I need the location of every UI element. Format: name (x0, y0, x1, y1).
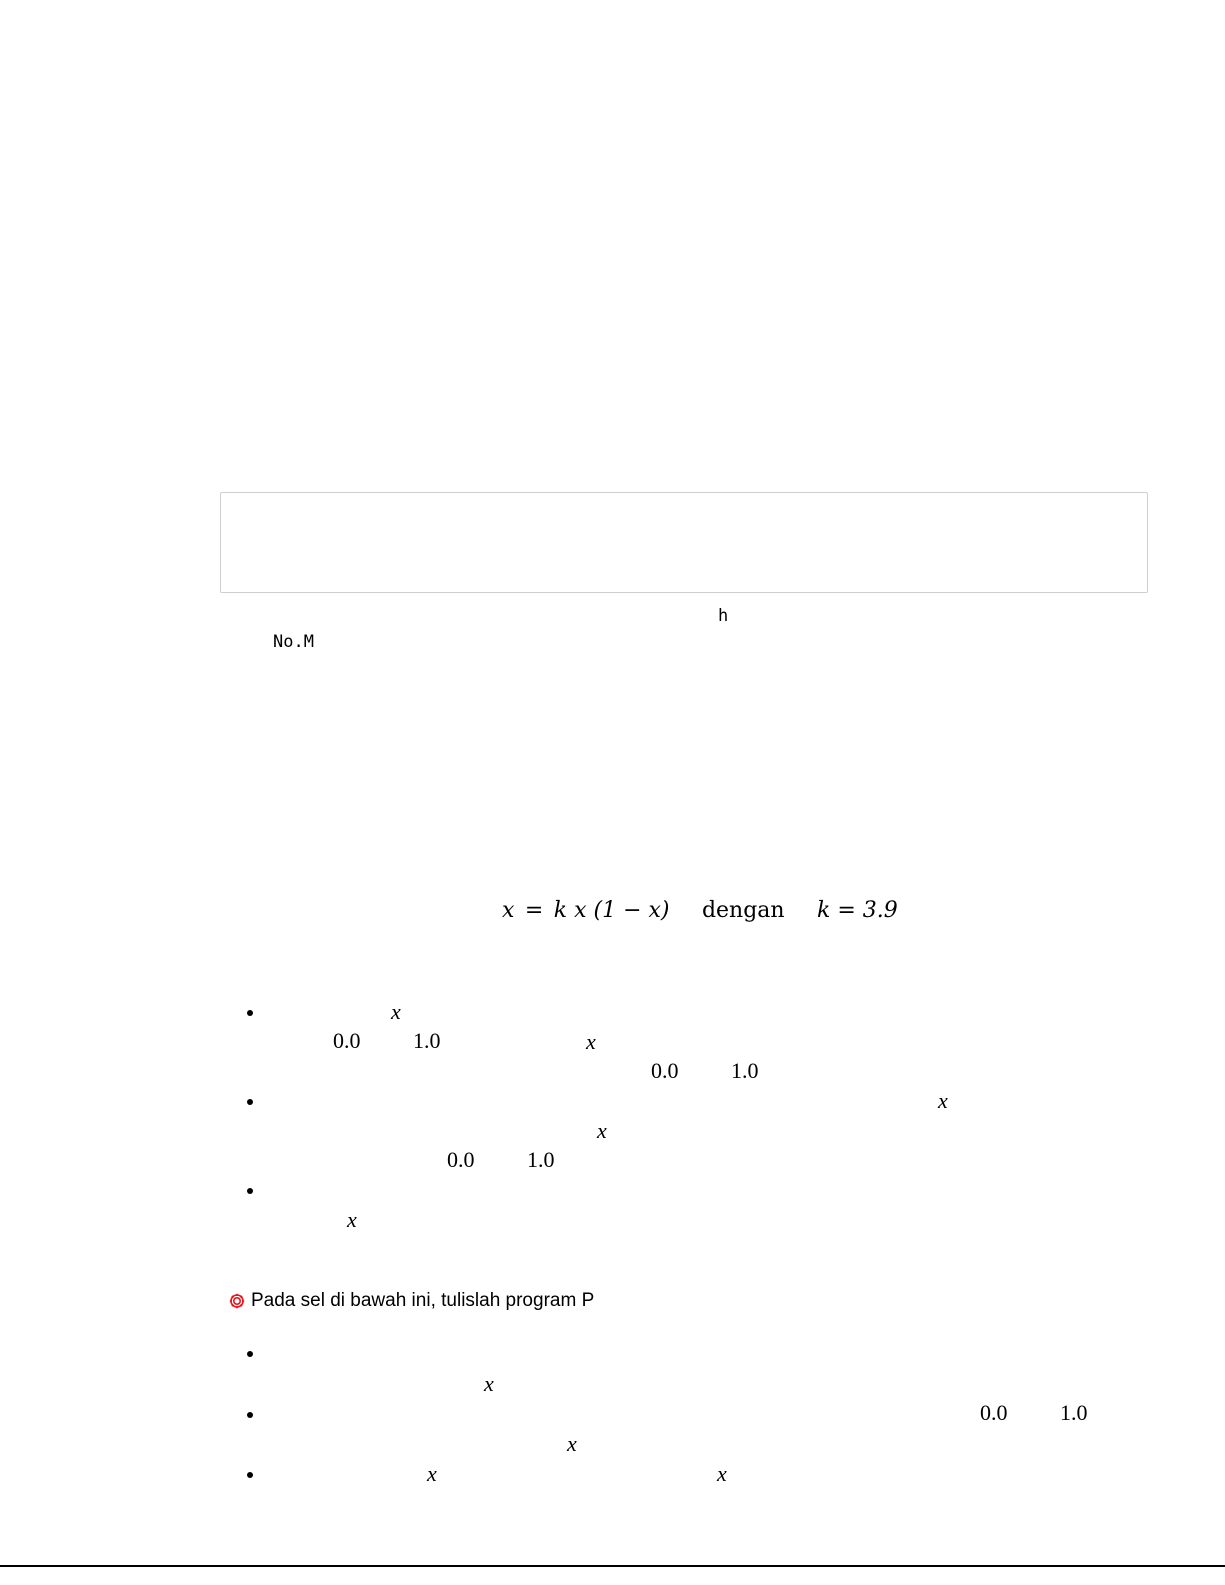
math-x: x (391, 999, 401, 1024)
math-zero: 0.0 (447, 1147, 475, 1172)
logistic-equation (502, 898, 898, 924)
math-one: 1.0 (527, 1147, 555, 1172)
equation-param: k = 3.9 (817, 898, 898, 923)
math-x: x (567, 1431, 577, 1456)
math-x: x (347, 1207, 357, 1232)
math-x: x (597, 1118, 607, 1143)
math-one: 1.0 (731, 1058, 759, 1083)
gear-icon (228, 1292, 246, 1310)
math-zero: 0.0 (980, 1400, 1008, 1425)
text-fragment-no-m: No.M (273, 632, 314, 652)
math-x: x (484, 1371, 494, 1396)
bullet-4 (247, 1351, 253, 1357)
math-zero: 0.0 (651, 1058, 679, 1083)
equation-equals: = (524, 898, 544, 923)
bullet-5 (247, 1412, 253, 1418)
math-x: x (427, 1461, 437, 1486)
math-x: x (717, 1461, 727, 1486)
math-x: x (586, 1029, 596, 1054)
equation-lhs: x (502, 898, 515, 923)
bullet-2 (247, 1099, 253, 1105)
math-one: 1.0 (1060, 1400, 1088, 1425)
equation-connector: dengan (701, 898, 785, 923)
bullet-1 (247, 1010, 253, 1016)
equation-rhs: k x (1 − x) (553, 898, 670, 923)
math-x: x (938, 1088, 948, 1113)
code-cell-input[interactable] (220, 492, 1148, 593)
task-prompt-text: Pada sel di bawah ini, tulislah program P (251, 1290, 595, 1311)
math-one: 1.0 (413, 1028, 441, 1053)
bullet-3 (247, 1188, 253, 1194)
math-zero: 0.0 (333, 1028, 361, 1053)
text-fragment-h: h (718, 606, 729, 626)
bullet-6 (247, 1472, 253, 1478)
task-prompt (228, 1290, 594, 1312)
page-bottom-rule (0, 1565, 1225, 1567)
